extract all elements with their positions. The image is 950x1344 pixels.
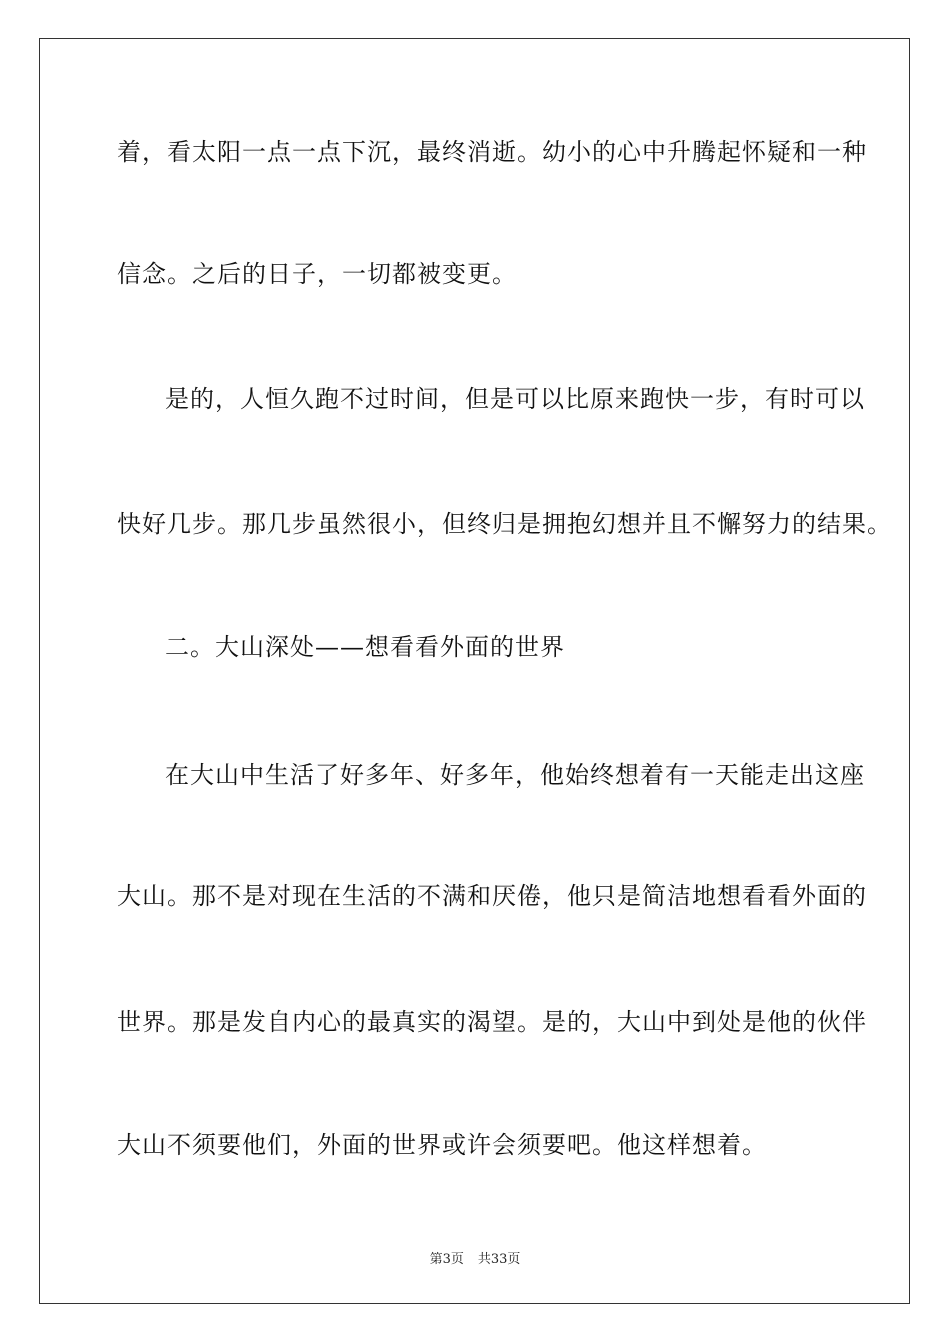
paragraph-line: 世界。那是发自内心的最真实的渴望。是的，大山中到处是他的伙伴 [117, 1008, 867, 1036]
page-total: 共33页 [477, 1252, 521, 1267]
paragraph-line: 信念。之后的日子，一切都被变更。 [117, 260, 517, 288]
paragraph-line: 大山不须要他们，外面的世界或许会须要吧。他这样想着。 [117, 1131, 767, 1159]
paragraph-line: 着，看太阳一点一点下沉，最终消逝。幼小的心中升腾起怀疑和一种 [117, 138, 867, 166]
page-footer [0, 1248, 950, 1267]
page-border [39, 38, 910, 1304]
page-number: 第3页 [429, 1252, 464, 1267]
paragraph-line: 快好几步。那几步虽然很小，但终归是拥抱幻想并且不懈努力的结果。 [117, 510, 892, 538]
paragraph-line: 是的，人恒久跑不过时间，但是可以比原来跑快一步，有时可以 [165, 385, 865, 413]
paragraph-line: 大山。那不是对现在生活的不满和厌倦，他只是简洁地想看看外面的 [117, 882, 867, 910]
section-heading: 二。大山深处——想看看外面的世界 [165, 633, 565, 661]
paragraph-line: 在大山中生活了好多年、好多年，他始终想着有一天能走出这座 [165, 761, 865, 789]
